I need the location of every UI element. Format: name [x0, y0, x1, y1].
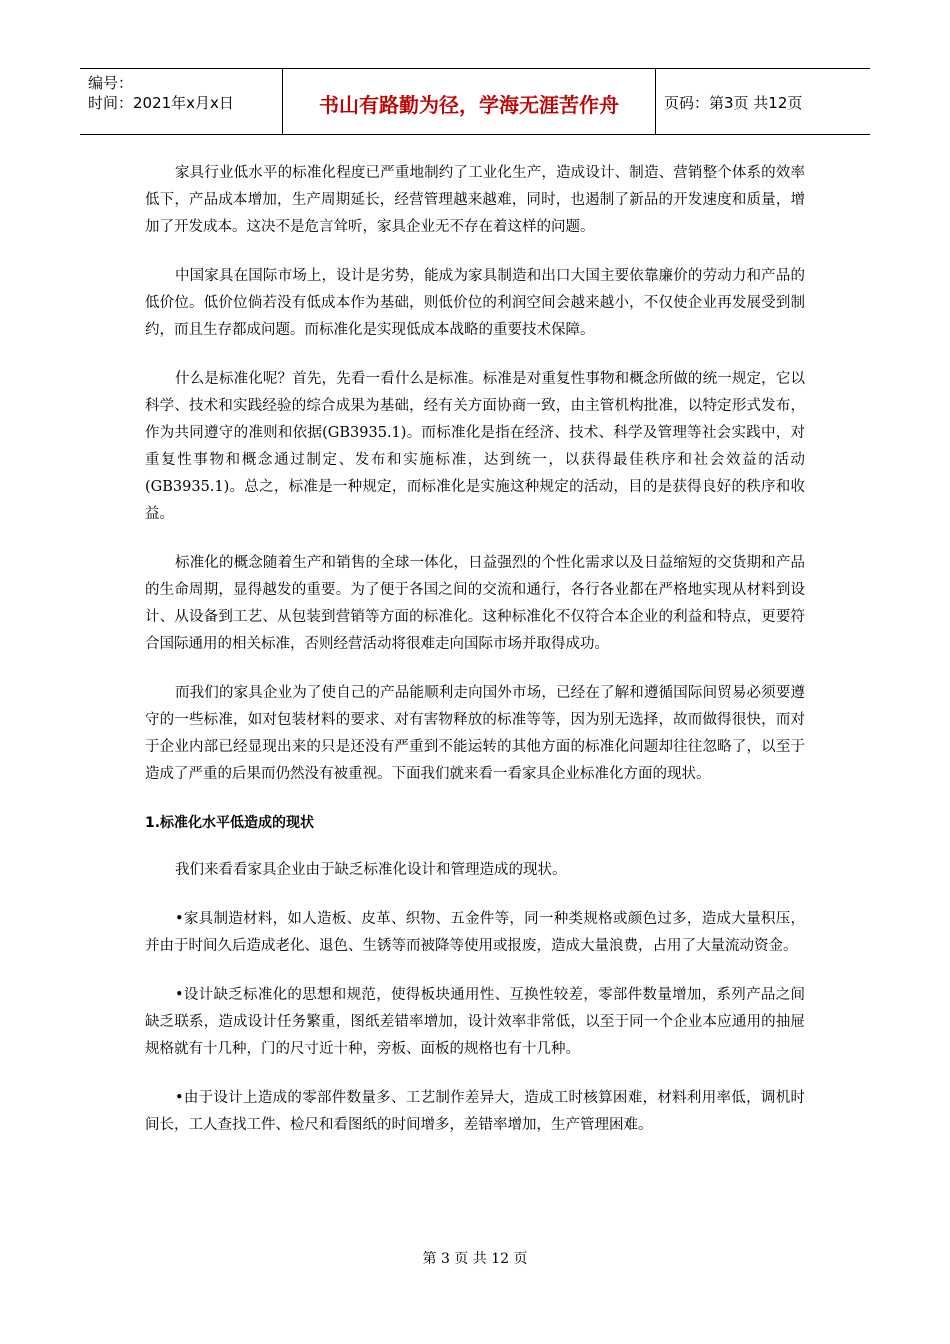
paragraph: 中国家具在国际市场上，设计是劣势，能成为家具制造和出口大国主要依靠廉价的劳动力和产品的低价位。低价位倘若没有低成本作为基础，则低价位的利润空间会越来越小，不仅使企业再发展受到制约，而且生存都成问题。而标准化是实现低成本战略的重要技术保障。	[145, 268, 805, 338]
section-heading: 1.标准化水平低造成的现状	[145, 815, 315, 831]
paragraph: 什么是标准化呢？首先，先看一看什么是标准。标准是对重复性事物和概念所做的统一规定，它以科学、技术和实践经验的综合成果为基础，经有关方面协商一致，由主管机构批准，以特定形式发布，作为共同遵守的准则和依据(GB3935.1)。而标准化是指在经济、技术、科学及管理等社会实践中，对重复性事物和概念通过制定、发布和实施标准，达到统一，以获得最佳秩序和社会效益的活动(GB3935.1)。总之，标准是一种规定，而标准化是实施这种规定的活动，目的是获得良好的秩序和收益。	[145, 371, 805, 522]
header-meta-cell	[80, 69, 283, 134]
page-footer: 第 3 页 共 12 页	[422, 1251, 528, 1267]
header-page-cell	[656, 69, 870, 134]
bullet-item: •设计缺乏标准化的思想和规范，使得板块通用性、互换性较差，零部件数量增加，系列产品之间缺乏联系，造成设计任务繁重，图纸差错率增加，设计效率非常低，以至于同一个企业本应通用的抽屉规格就有十几种，门的尺寸近十种，旁板、面板的规格也有十几种。	[145, 987, 805, 1057]
document-date: 时间：2021年x月x日	[88, 94, 234, 112]
header-motto: 书山有路勤为径，学海无涯苦作舟	[319, 93, 619, 117]
bullet-item: •家具制造材料，如人造板、皮革、织物、五金件等，同一种类规格或颜色过多，造成大量积压，并由于时间久后造成老化、退色、生锈等而被降等使用或报废，造成大量浪费，占用了大量流动资金。	[145, 911, 805, 954]
header-motto-cell	[283, 69, 656, 134]
document-number-label: 编号：	[88, 74, 134, 92]
document-body	[145, 160, 805, 1161]
paragraph: 标准化的概念随着生产和销售的全球一体化，日益强烈的个性化需求以及日益缩短的交货期和产品的生命周期，显得越发的重要。为了便于各国之间的交流和通行，各行各业都在严格地实现从材料到设计、从设备到工艺、从包装到营销等方面的标准化。这种标准化不仅符合本企业的利益和特点，更要符合国际通用的相关标准，否则经营活动将很难走向国际市场并取得成功。	[145, 555, 805, 652]
page-header	[80, 68, 870, 135]
paragraph: 而我们的家具企业为了使自己的产品能顺利走向国外市场，已经在了解和遵循国际间贸易必须要遵守的一些标准，如对包装材料的要求、对有害物释放的标准等等，因为别无选择，故而做得很快，而对于企业内部已经显现出来的只是还没有严重到不能运转的其他方面的标准化问题却往往忽略了，以至于造成了严重的后果而仍然没有被重视。下面我们就来看一看家具企业标准化方面的现状。	[145, 685, 805, 782]
paragraph: 家具行业低水平的标准化程度已严重地制约了工业化生产，造成设计、制造、营销整个体系的效率低下，产品成本增加，生产周期延长，经营管理越来越难，同时，也遏制了新品的开发速度和质量，增加了开发成本。这决不是危言耸听，家具企业无不存在着这样的问题。	[145, 165, 805, 235]
header-page-info: 页码：第3页 共12页	[664, 94, 803, 112]
section-intro: 我们来看看家具企业由于缺乏标准化设计和管理造成的现状。	[175, 862, 567, 878]
bullet-item: •由于设计上造成的零部件数量多、工艺制作差异大，造成工时核算困难，材料利用率低，调机时间长，工人查找工件、检尺和看图纸的时间增多，差错率增加，生产管理困难。	[145, 1090, 805, 1133]
